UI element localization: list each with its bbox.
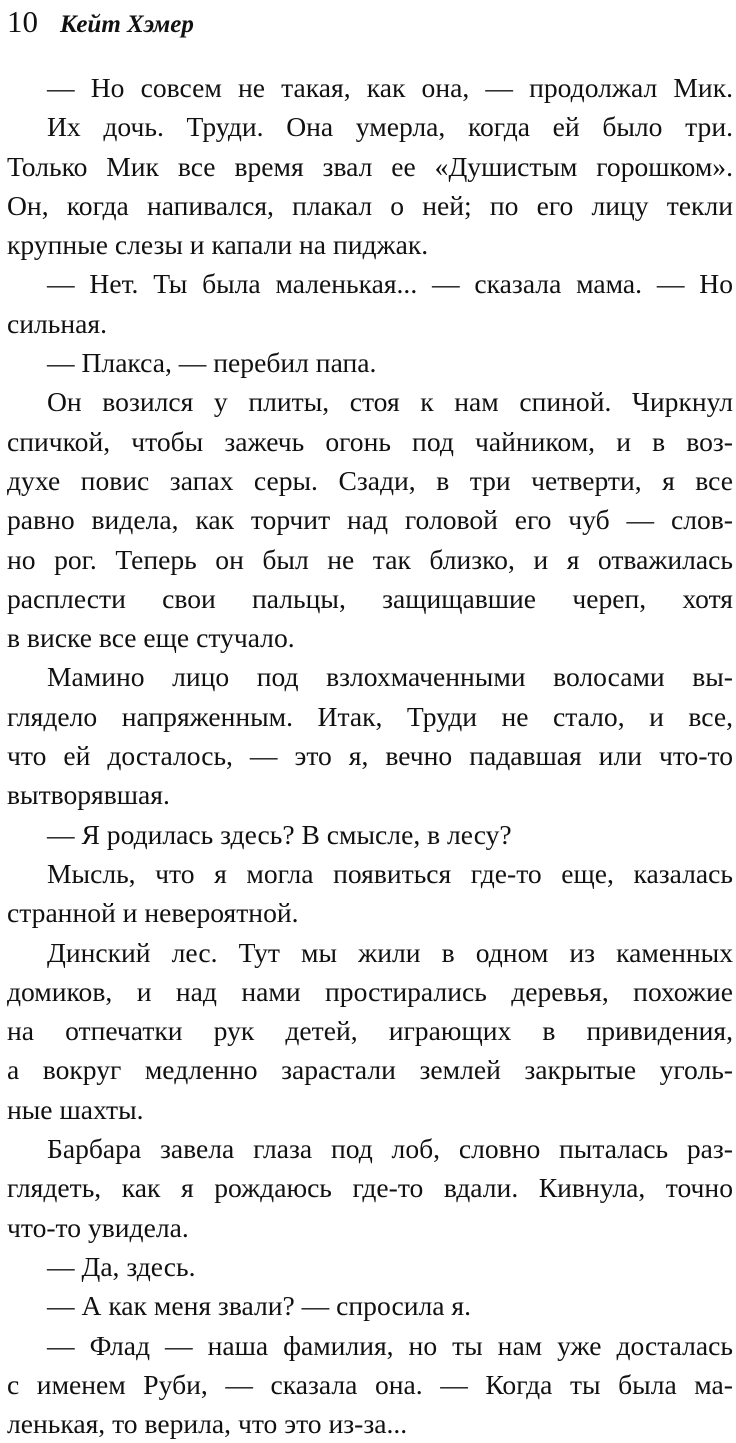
text-line: глядело напряженным. Итак, Труди не стало, и все,: [7, 700, 733, 732]
text-line: спичкой, чтобы зажечь огонь под чайником, и в воз-: [7, 425, 733, 457]
body-text: [7, 68, 733, 1443]
text-line: равно видела, как торчит над головой его чуб — слов-: [7, 504, 733, 536]
text-line: Барбара завела глаза под лоб, словно пыталась раз-: [47, 1133, 733, 1165]
running-head: [7, 2, 194, 42]
text-line: что-то увидела.: [7, 1211, 189, 1243]
text-line: Динский лес. Тут мы жили в одном из каменных: [47, 936, 733, 968]
text-line: вытворявшая.: [7, 779, 170, 811]
text-line: — Флад — наша фамилия, но ты нам уже досталась: [47, 1329, 733, 1361]
text-line: сильная.: [7, 307, 107, 339]
text-line: что ей досталось, — это я, вечно падавшая или что-то: [7, 740, 733, 772]
text-line: — Но совсем не такая, как она, — продолжал Мик.: [47, 72, 733, 103]
text-line: ленькая, то верила, что это из-за...: [7, 1408, 408, 1440]
text-line: расплести свои пальцы, защищавшие череп, хотя: [7, 582, 733, 614]
text-line: в виске все еще стучало.: [7, 622, 295, 654]
text-line: крупные слезы и капали на пиджак.: [7, 229, 429, 261]
text-line: Он, когда напивался, плакал о ней; по его лицу текли: [7, 189, 733, 221]
text-line: домиков, и над нами простирались деревья, похожие: [7, 975, 733, 1007]
text-line: Их дочь. Труди. Она умерла, когда ей было три.: [47, 111, 733, 143]
text-line: Мысль, что я могла появиться где-то еще, казалась: [47, 857, 733, 889]
page-number: 10: [7, 4, 38, 39]
text-line: ные шахты.: [7, 1093, 144, 1125]
text-line: — Нет. Ты была маленькая... — сказала мама. — Но: [47, 268, 733, 300]
text-line: Только Мик все время звал ее «Душистым горошком».: [7, 150, 733, 182]
text-line: Он возился у плиты, стоя к нам спиной. Чиркнул: [47, 386, 733, 418]
text-line: на отпечатки рук детей, играющих в привидения,: [7, 1015, 733, 1047]
text-line: — Плакса, — перебил папа.: [47, 347, 377, 379]
text-line: но рог. Теперь он был не так близко, и я отважилась: [7, 543, 733, 575]
text-line: а вокруг медленно зарастали землей закрытые уголь-: [7, 1054, 733, 1086]
author-name: Кейт Хэмер: [60, 11, 194, 38]
text-line: Мамино лицо под взлохмаченными волосами вы-: [47, 661, 733, 693]
text-line: духе повис запах серы. Сзади, в три четверти, я все: [7, 464, 733, 496]
text-line: — А как меня звали? — спросила я.: [47, 1290, 471, 1322]
text-line: — Я родилась здесь? В смысле, в лесу?: [47, 818, 512, 850]
text-line: — Да, здесь.: [47, 1250, 196, 1282]
text-line: глядеть, как я рождаюсь где-то вдали. Кивнула, точно: [7, 1172, 733, 1204]
text-line: с именем Руби, — сказала она. — Когда ты была ма-: [7, 1368, 733, 1400]
text-line: странной и невероятной.: [7, 897, 299, 929]
